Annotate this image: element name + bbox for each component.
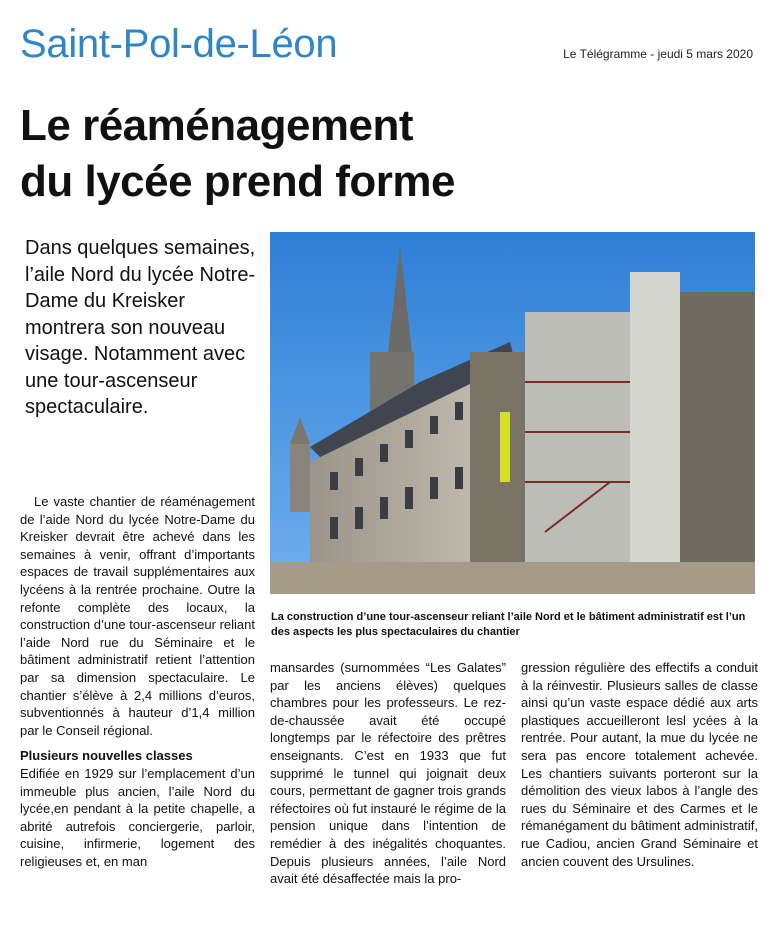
paragraph-2-part-2: mansardes (surnommées “Les Galates” par les anciens élèves) quelques chambres pour les professeurs. Le rez-de-chaussée avait été occupé longtemps par le réfectoire des prêtres enseignants. C’est en 1933 que fut supprimé le tunnel qui joignait deux cours, permettant de gagner trois grands réfectoires où fut instauré le régime de la pension unique dans l’intention de remédier à des inégalités choquantes. Depuis plusieurs années, l’aile Nord avait été désaffectée mais la pro-	[270, 660, 506, 887]
subheading: Plusieurs nouvelles classes	[20, 748, 193, 764]
photo-caption: La construction d’une tour-ascenseur reliant l’aile Nord et le bâtiment administratif est l’un des aspects les plus spectaculaires du chantier	[271, 611, 746, 638]
headline-line-1: Le réaménagement	[20, 101, 414, 150]
source-line: Le Télégramme - jeudi 5 mars 2020	[563, 47, 753, 61]
paragraph-2-part-1: Edifiée en 1929 sur l’emplacement d’un immeuble plus ancien, l’aile Nord du lycée,en pendant à la petite chapelle, a abrité autrefois conciergerie, parloir, cuisine, infirmerie, logement des religieuses et, en man	[20, 765, 255, 869]
article-lead: Dans quelques semaines, l’aile Nord du lycée Notre-Dame du Kreisker montrera son nouveau visage. Notamment avec une tour-ascenseur spectaculaire.	[25, 237, 256, 418]
article-headline	[20, 98, 760, 210]
paragraph-2-part-3: gression régulière des effectifs a conduit à la réinvestir. Plusieurs salles de classe ainsi qu’un vaste espace dédié aux arts plastiques accueilleront lesl ycées à la rentrée. Pour autant, la mue du lycée ne sera pas encore totalement achevée. Les chantiers suivants porteront sur la démolition des vieux labos à l’angle des rues du Séminaire et des Carmes et le rémanégament du bâtiment administratif, rue Cadiou, ancien Grand Séminaire et ancien couvent des Ursulines.	[521, 660, 758, 869]
headline-line-2: du lycée prend forme	[20, 157, 456, 206]
article-column-1	[20, 493, 255, 870]
article-photo	[270, 232, 755, 594]
town-title: Saint-Pol-de-Léon	[20, 22, 338, 66]
paragraph-1: Le vaste chantier de réaménagement de l’aide Nord du lycée Notre-Dame du Kreisker devrait être achevé dans les semaines à venir, offrant d’importants espaces de travail supplémentaires aux lycéens à la rentrée prochaine. Outre la refonte complète des locaux, la construction d’une tour-ascenseur reliant l’aide Nord rue du Séminaire et le bâtiment administratif retient l’attention par sa dimension spectaculaire. Le chantier s’élève à 2,4 millions d’euros, subventionnés à hauteur d’1,4 million par le Conseil régional.	[20, 494, 255, 738]
article-column-3	[521, 659, 758, 870]
article-column-2	[270, 659, 506, 888]
